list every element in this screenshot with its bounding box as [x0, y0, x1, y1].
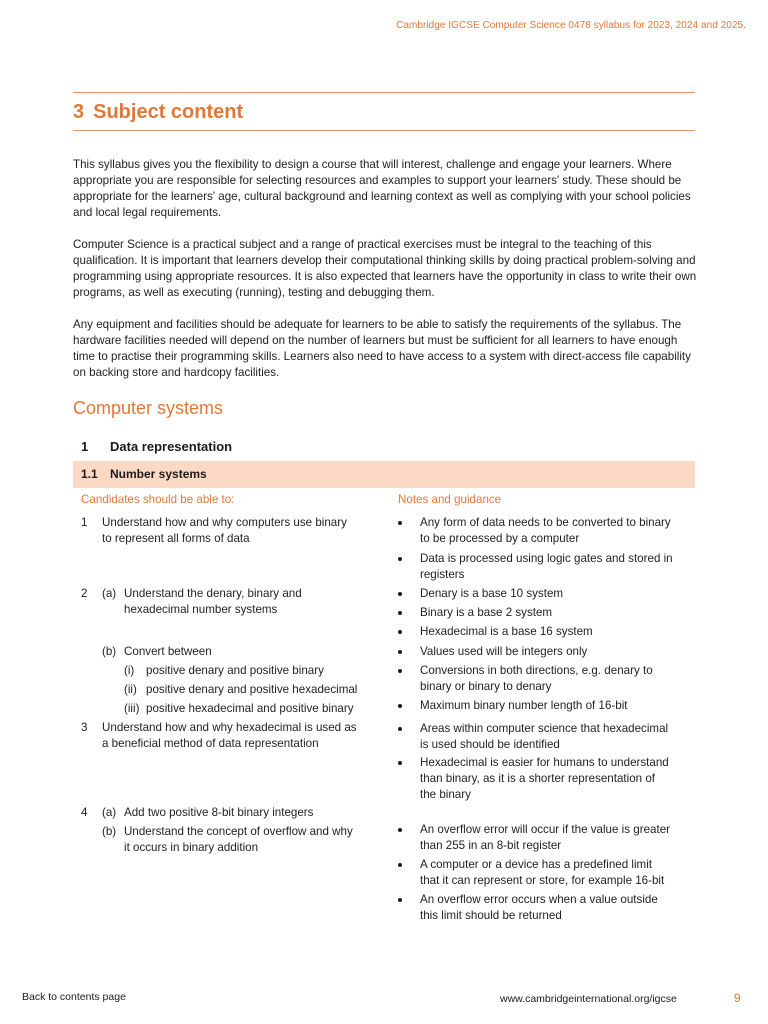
topic-title: Data representation: [110, 439, 233, 454]
objective-text: it occurs in binary addition: [124, 841, 259, 854]
objective-text: positive denary and positive hexadecimal: [146, 683, 358, 696]
note-text: the binary: [420, 788, 471, 801]
note-text: An overflow error will occur if the value is greater: [420, 823, 671, 836]
objective-text: positive hexadecimal and positive binary: [146, 702, 354, 715]
section-heading: Computer systems: [73, 398, 224, 418]
objective-roman-label: (iii): [124, 702, 140, 715]
page-number: 9: [734, 991, 741, 1005]
back-to-contents-link[interactable]: Back to contents page: [22, 991, 126, 1003]
objective-roman-label: (i): [124, 664, 135, 677]
subtopic-bar: [73, 461, 695, 488]
note-text: than binary, as it is a shorter representation of: [420, 772, 656, 785]
bullet-icon: [398, 727, 402, 731]
note-text: than 255 in an 8-bit register: [420, 839, 562, 852]
chapter-title: [73, 99, 243, 125]
note-text: A computer or a device has a predefined limit: [420, 858, 652, 871]
objective-text: Understand how and why hexadecimal is used as: [102, 721, 357, 734]
objective-roman-label: (ii): [124, 683, 137, 696]
objective-text: positive denary and positive binary: [146, 664, 324, 677]
objective-number: 3: [81, 721, 88, 734]
bullet-icon: [398, 630, 402, 634]
objective-sub-label: (b): [102, 645, 117, 658]
note-text: Binary is a base 2 system: [420, 606, 553, 619]
note-text: Data is processed using logic gates and stored in: [420, 552, 673, 565]
chapter-number: 3: [73, 101, 85, 123]
column-header-notes: Notes and guidance: [398, 493, 502, 506]
note-text: Hexadecimal is a base 16 system: [420, 625, 593, 638]
note-text: that it can represent or store, for example 16-bit: [420, 874, 665, 887]
note-text: registers: [420, 568, 465, 581]
note-text: Maximum binary number length of 16-bit: [420, 699, 628, 712]
note-text: Values used will be integers only: [420, 645, 588, 658]
chapter-rule-bottom: [73, 130, 695, 131]
objective-sub-label: (a): [102, 587, 117, 600]
objective-text: Understand the concept of overflow and why: [124, 825, 353, 838]
subtopic-number: 1.1: [81, 467, 98, 481]
chapter-rule-top: [73, 92, 695, 93]
intro-paragraph: Computer Science is a practical subject and a range of practical exercises must be integral to the teaching of this qualification. It is important that learners develop their computational thinking skills by doing practical problem-solving and programming using appropriate resources. It is also expected that learners have the opportunity in class to write their own programs, as well as executing (running), testing and debugging them.: [73, 238, 697, 299]
bullet-icon: [398, 650, 402, 654]
note-text: Conversions in both directions, e.g. denary to: [420, 664, 653, 677]
objective-number: 1: [81, 516, 88, 529]
bullet-icon: [398, 611, 402, 615]
bullet-icon: [398, 863, 402, 867]
bullet-icon: [398, 828, 402, 832]
note-text: binary or binary to denary: [420, 680, 552, 693]
bullet-icon: [398, 761, 402, 765]
objective-number: 2: [81, 587, 88, 600]
footer-url: www.cambridgeinternational.org/igcse: [500, 993, 677, 1005]
running-header: Cambridge IGCSE Computer Science 0478 syllabus for 2023, 2024 and 2025.: [396, 20, 746, 31]
topic-number: 1: [81, 439, 89, 454]
column-header-candidates: Candidates should be able to:: [81, 493, 235, 506]
note-text: Hexadecimal is easier for humans to understand: [420, 756, 669, 769]
objective-text: to represent all forms of data: [102, 532, 250, 545]
intro-paragraph: This syllabus gives you the flexibility to design a course that will interest, challenge and engage your learners. Where appropriate you are responsible for selecting resources and examples to support your learners' study. These should be appropriate for the learners' age, cultural background and learning context as well as complying with your school policies and local legal requirements.: [73, 158, 691, 219]
bullet-icon: [398, 669, 402, 673]
bullet-icon: [398, 898, 402, 902]
subtopic-title: Number systems: [110, 467, 207, 481]
objective-text: Understand the denary, binary and: [124, 587, 302, 600]
objective-text: Understand how and why computers use binary: [102, 516, 347, 529]
note-text: Any form of data needs to be converted to binary: [420, 516, 671, 529]
chapter-title-text: Subject content: [93, 101, 244, 123]
note-text: Areas within computer science that hexadecimal: [420, 722, 669, 735]
objective-text: Add two positive 8-bit binary integers: [124, 806, 314, 819]
subtopic-heading: [81, 466, 207, 482]
intro-paragraph: Any equipment and facilities should be adequate for learners to be able to satisfy the requirements of the syllabus. The hardware facilities needed will depend on the number of learners but must be sufficient for all learners to have enough time to practise their programming skills. Learners also need to have access to a system with direct-access file capability on backing store and hardcopy facilities.: [73, 318, 691, 379]
objective-text: a beneficial method of data representation: [102, 737, 319, 750]
objective-text: hexadecimal number systems: [124, 603, 278, 616]
objective-sub-label: (b): [102, 825, 117, 838]
objective-sub-label: (a): [102, 806, 117, 819]
note-text: is used should be identified: [420, 738, 560, 751]
bullet-icon: [398, 557, 402, 561]
note-text: this limit should be returned: [420, 909, 562, 922]
objective-text: Convert between: [124, 645, 212, 658]
topic-heading: [81, 438, 232, 456]
note-text: to be processed by a computer: [420, 532, 580, 545]
note-text: An overflow error occurs when a value outside: [420, 893, 658, 906]
bullet-icon: [398, 592, 402, 596]
bullet-icon: [398, 521, 402, 525]
note-text: Denary is a base 10 system: [420, 587, 564, 600]
bullet-icon: [398, 704, 402, 708]
objective-number: 4: [81, 806, 88, 819]
